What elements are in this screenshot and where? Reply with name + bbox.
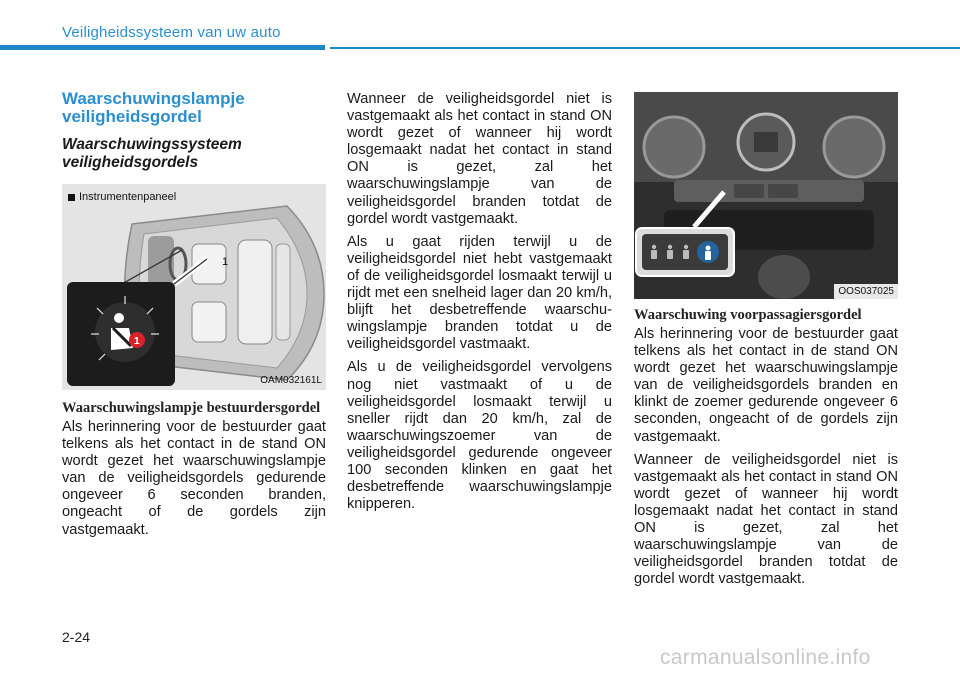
subheading: Waarschuwingssysteem veiligheidsgordels (62, 136, 242, 171)
warning-lamp-inset (67, 282, 175, 386)
figure-center-console (634, 92, 898, 299)
callout-number: 1 (134, 336, 140, 347)
figure-instrument-panel (62, 184, 326, 390)
figure-code: OOS037025 (834, 284, 898, 299)
paragraph: Als u gaat rijden terwijl u de veiligheidsgordel niet hebt vastgemaakt of de veiligheidsgordel losmaakt terwijl u rijdt met een snelheid lager dan 20 km/h, blijft het desbetreffende waarschu-wingslampje branden totdat u de veiligheidsgordel vastmaakt. (347, 233, 612, 353)
section-header-title: Veiligheidssysteem van uw auto (62, 24, 281, 41)
paragraph: Als herinnering voor de bestuurder gaat telkens als het contact in de stand ON wordt gezet het waarschuwingslampje van de veiligheidsgordels gedurende ongeveer 6 seconden branden, ongeacht of de gordels zijn vastgemaakt. (62, 419, 326, 538)
main-heading: Waarschuwingslampje veiligheidsgordel (62, 89, 245, 126)
paragraph: Wanneer de veiligheidsgordel niet is vastgemaakt als het contact in stand ON wordt gezet of wanneer hij wordt losgemaakt nadat het contact in stand ON is gezet, zal het waarschuwingslampje van de veiligheidsgordel branden totdat de gordel wordt vastgemaakt. (347, 91, 612, 227)
seatbelt-warning-icon (67, 282, 175, 386)
section-title-passenger-belt: Waarschuwing voorpassagiersgordel (634, 307, 862, 323)
center-console-photo (634, 92, 898, 299)
watermark: carmanualsonline.info (660, 646, 871, 669)
paragraph: Als u de veiligheidsgordel vervolgens nog niet vastmaakt of u de veiligheidsgordel losmaakt terwijl u sneller rijdt dan 20 km/h, zal de waarschuwingszoemer van de veiligheidsgordel gedurende ongeveer 100 seconden klinken en gaat het desbetreffende waarschuwingslampje knipperen. (347, 359, 612, 513)
column-3 (634, 92, 898, 594)
column-1 (62, 90, 326, 545)
figure-code: OAM032161L (260, 375, 322, 386)
section-title-driver-belt: Waarschuwingslampje bestuurdersgordel (62, 400, 321, 416)
paragraph: Wanneer de veiligheidsgordel niet is vastgemaakt als het contact in stand ON wordt gezet of wanneer hij wordt losgemaakt nadat het contact in stand ON is gezet, zal het waarschuwingslampje van de veiligheidsgordel branden totdat de gordel wordt vastgemaakt. (634, 451, 898, 588)
column-2 (347, 91, 612, 519)
bullet-square-icon (68, 194, 75, 201)
page-number: 2-24 (62, 629, 91, 645)
figure-label-text: Instrumentenpaneel (79, 191, 177, 203)
header-rule (330, 47, 960, 49)
header-bar (0, 45, 325, 50)
paragraph: Als herinnering voor de bestuurder gaat telkens als het contact in de stand ON wordt gezet het waarschuwingslampje van de veiligheidsgordels branden en klinkt de zoemer gedurende ongeveer 6 seconden, ongeacht of de gordels zijn vastgemaakt. (634, 326, 898, 445)
svg-text:1: 1 (222, 256, 229, 268)
figure-label (68, 191, 176, 203)
